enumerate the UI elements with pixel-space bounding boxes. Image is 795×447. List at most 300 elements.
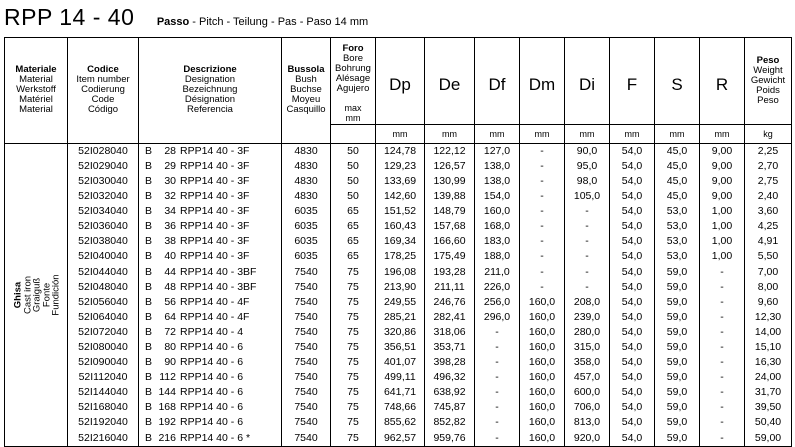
cell-bush: 7540	[282, 400, 331, 415]
cell-code: 52I064040	[68, 310, 139, 325]
cell-s: 59,0	[655, 355, 700, 370]
table-row	[5, 355, 792, 370]
cell-bush: 6035	[282, 234, 331, 249]
cell-dm: -	[520, 265, 565, 280]
cell-s: 53,0	[655, 249, 700, 264]
table-row	[5, 159, 792, 174]
table-row	[5, 204, 792, 219]
desc-ref: RPP14 40 - 3F	[180, 220, 250, 233]
cell-w: 4,91	[745, 234, 792, 249]
cell-s: 59,0	[655, 400, 700, 415]
cell-f: 54,0	[610, 385, 655, 400]
cell-dp: 356,51	[376, 340, 425, 355]
desc-teeth: 168	[158, 401, 176, 414]
cell-df: 138,0	[475, 159, 520, 174]
cell-r: -	[700, 280, 745, 295]
desc-prefix: B	[145, 280, 153, 293]
cell-dp: 196,08	[376, 265, 425, 280]
cell-dp: 499,11	[376, 370, 425, 385]
cell-dp: 124,78	[376, 143, 425, 159]
cell-r: -	[700, 310, 745, 325]
cell-description	[139, 431, 282, 447]
desc-teeth: 56	[164, 295, 176, 308]
cell-w: 5,50	[745, 249, 792, 264]
cell-code: 52I080040	[68, 340, 139, 355]
desc-teeth: 216	[158, 431, 176, 444]
desc-prefix: B	[145, 295, 153, 308]
header-f: F	[610, 38, 655, 125]
cell-df: 168,0	[475, 219, 520, 234]
cell-s: 59,0	[655, 415, 700, 430]
desc-teeth: 38	[164, 235, 176, 248]
desc-prefix: B	[145, 190, 153, 203]
cell-bush: 7540	[282, 385, 331, 400]
cell-f: 54,0	[610, 280, 655, 295]
desc-teeth: 29	[164, 159, 176, 172]
desc-teeth: 192	[158, 416, 176, 429]
cell-de: 318,06	[425, 325, 475, 340]
cell-f: 54,0	[610, 265, 655, 280]
desc-teeth: 40	[164, 250, 176, 263]
cell-de: 122,12	[425, 143, 475, 159]
cell-de: 852,82	[425, 415, 475, 430]
desc-teeth: 72	[164, 325, 176, 338]
cell-s: 59,0	[655, 280, 700, 295]
material-label-line: Fundición	[49, 274, 61, 316]
cell-bush: 4830	[282, 189, 331, 204]
cell-dm: 160,0	[520, 340, 565, 355]
desc-ref: RPP14 40 - 6	[180, 340, 244, 353]
cell-description	[139, 219, 282, 234]
desc-prefix: B	[145, 174, 153, 187]
cell-de: 959,76	[425, 431, 475, 447]
table-row	[5, 249, 792, 264]
cell-r: -	[700, 295, 745, 310]
cell-bush: 6035	[282, 219, 331, 234]
cell-bush: 7540	[282, 370, 331, 385]
cell-code: 52I216040	[68, 431, 139, 447]
cell-f: 54,0	[610, 204, 655, 219]
desc-teeth: 30	[164, 174, 176, 187]
cell-dp: 401,07	[376, 355, 425, 370]
desc-ref: RPP14 40 - 4F	[180, 310, 250, 323]
desc-ref: RPP14 40 - 4F	[180, 295, 250, 308]
desc-prefix: B	[145, 431, 153, 444]
header-s: S	[655, 38, 700, 125]
cell-r: 9,00	[700, 159, 745, 174]
cell-df: 154,0	[475, 189, 520, 204]
cell-dm: -	[520, 143, 565, 159]
cell-df: -	[475, 355, 520, 370]
cell-de: 398,28	[425, 355, 475, 370]
cell-w: 24,00	[745, 370, 792, 385]
cell-di: 813,0	[565, 415, 610, 430]
cell-s: 53,0	[655, 219, 700, 234]
header-weight: Peso Weight Gewicht Poids Peso	[745, 38, 792, 125]
cell-di: 600,0	[565, 385, 610, 400]
desc-ref: RPP14 40 - 3F	[180, 159, 250, 172]
cell-dp: 748,66	[376, 400, 425, 415]
desc-prefix: B	[145, 159, 153, 172]
cell-f: 54,0	[610, 310, 655, 325]
cell-description	[139, 143, 282, 159]
unit-dp: mm	[376, 124, 425, 143]
cell-dm: 160,0	[520, 385, 565, 400]
cell-dm: 160,0	[520, 400, 565, 415]
cell-dp: 285,21	[376, 310, 425, 325]
cell-de: 496,32	[425, 370, 475, 385]
unit-f: mm	[610, 124, 655, 143]
desc-ref: RPP14 40 - 3F	[180, 190, 250, 203]
cell-w: 16,30	[745, 355, 792, 370]
cell-s: 53,0	[655, 204, 700, 219]
desc-ref: RPP14 40 - 4	[180, 325, 244, 338]
cell-dp: 151,52	[376, 204, 425, 219]
cell-description	[139, 310, 282, 325]
cell-bore: 75	[331, 325, 376, 340]
cell-df: 256,0	[475, 295, 520, 310]
cell-description	[139, 355, 282, 370]
header-dp: Dp	[376, 38, 425, 125]
cell-w: 2,70	[745, 159, 792, 174]
cell-r: 9,00	[700, 189, 745, 204]
cell-s: 59,0	[655, 295, 700, 310]
cell-code: 52I030040	[68, 174, 139, 189]
table-row	[5, 385, 792, 400]
cell-w: 59,00	[745, 431, 792, 447]
cell-bush: 4830	[282, 159, 331, 174]
material-cell	[5, 143, 68, 446]
cell-bore: 65	[331, 234, 376, 249]
table-row	[5, 219, 792, 234]
desc-ref: RPP14 40 - 3F	[180, 174, 250, 187]
desc-teeth: 32	[164, 190, 176, 203]
table-body	[5, 143, 792, 446]
cell-di: 95,0	[565, 159, 610, 174]
cell-f: 54,0	[610, 325, 655, 340]
unit-weight: kg	[745, 124, 792, 143]
cell-f: 54,0	[610, 340, 655, 355]
cell-bush: 7540	[282, 265, 331, 280]
cell-bore: 65	[331, 219, 376, 234]
desc-ref: RPP14 40 - 6	[180, 371, 244, 384]
cell-s: 45,0	[655, 189, 700, 204]
cell-dm: -	[520, 219, 565, 234]
cell-bore: 50	[331, 189, 376, 204]
desc-prefix: B	[145, 386, 153, 399]
table-row	[5, 431, 792, 447]
desc-teeth: 64	[164, 310, 176, 323]
cell-w: 8,00	[745, 280, 792, 295]
cell-description	[139, 400, 282, 415]
cell-de: 130,99	[425, 174, 475, 189]
cell-df: 296,0	[475, 310, 520, 325]
cell-di: 457,0	[565, 370, 610, 385]
cell-w: 15,10	[745, 340, 792, 355]
header-description: Descrizione Designation Bezeichnung Désignation Referencia	[139, 38, 282, 144]
cell-code: 52I028040	[68, 143, 139, 159]
cell-dp: 213,90	[376, 280, 425, 295]
desc-prefix: B	[145, 310, 153, 323]
desc-prefix: B	[145, 401, 153, 414]
cell-code: 52I038040	[68, 234, 139, 249]
cell-di: -	[565, 234, 610, 249]
desc-ref: RPP14 40 - 3BF	[180, 280, 257, 293]
cell-di: -	[565, 204, 610, 219]
desc-prefix: B	[145, 144, 153, 157]
cell-df: -	[475, 431, 520, 447]
cell-bush: 7540	[282, 325, 331, 340]
desc-ref: RPP14 40 - 6	[180, 416, 244, 429]
desc-ref: RPP14 40 - 6 *	[180, 431, 251, 444]
cell-f: 54,0	[610, 174, 655, 189]
cell-r: 9,00	[700, 143, 745, 159]
desc-teeth: 90	[164, 356, 176, 369]
cell-dm: -	[520, 159, 565, 174]
desc-prefix: B	[145, 371, 153, 384]
cell-df: 138,0	[475, 174, 520, 189]
cell-w: 9,60	[745, 295, 792, 310]
table-row	[5, 234, 792, 249]
cell-de: 148,79	[425, 204, 475, 219]
cell-f: 54,0	[610, 295, 655, 310]
desc-prefix: B	[145, 205, 153, 218]
cell-code: 52I090040	[68, 355, 139, 370]
header-de: De	[425, 38, 475, 125]
cell-w: 3,60	[745, 204, 792, 219]
cell-df: -	[475, 325, 520, 340]
cell-bore: 75	[331, 355, 376, 370]
cell-bore: 50	[331, 143, 376, 159]
cell-description	[139, 265, 282, 280]
cell-f: 54,0	[610, 400, 655, 415]
material-label-line: Cast iron	[21, 275, 33, 314]
cell-r: -	[700, 265, 745, 280]
cell-dm: 160,0	[520, 355, 565, 370]
material-label-line: Ghisa	[11, 281, 23, 308]
cell-f: 54,0	[610, 415, 655, 430]
cell-r: -	[700, 415, 745, 430]
cell-f: 54,0	[610, 249, 655, 264]
cell-dm: 160,0	[520, 310, 565, 325]
cell-de: 211,11	[425, 280, 475, 295]
desc-ref: RPP14 40 - 3F	[180, 205, 250, 218]
unit-r: mm	[700, 124, 745, 143]
pitch-info	[157, 16, 368, 28]
cell-di: 706,0	[565, 400, 610, 415]
cell-bush: 6035	[282, 249, 331, 264]
cell-bush: 7540	[282, 280, 331, 295]
cell-s: 59,0	[655, 340, 700, 355]
cell-code: 52I029040	[68, 159, 139, 174]
cell-s: 45,0	[655, 159, 700, 174]
cell-s: 45,0	[655, 143, 700, 159]
desc-prefix: B	[145, 356, 153, 369]
cell-di: -	[565, 219, 610, 234]
cell-code: 52I034040	[68, 204, 139, 219]
cell-bush: 7540	[282, 355, 331, 370]
unit-df: mm	[475, 124, 520, 143]
cell-w: 50,40	[745, 415, 792, 430]
cell-di: 98,0	[565, 174, 610, 189]
cell-bush: 7540	[282, 310, 331, 325]
desc-prefix: B	[145, 340, 153, 353]
cell-w: 2,75	[745, 174, 792, 189]
cell-de: 638,92	[425, 385, 475, 400]
cell-description	[139, 385, 282, 400]
cell-r: -	[700, 340, 745, 355]
cell-s: 59,0	[655, 385, 700, 400]
cell-di: 315,0	[565, 340, 610, 355]
cell-w: 7,00	[745, 265, 792, 280]
cell-w: 2,25	[745, 143, 792, 159]
material-label	[13, 274, 61, 315]
cell-bush: 4830	[282, 174, 331, 189]
cell-s: 59,0	[655, 265, 700, 280]
cell-code: 52I112040	[68, 370, 139, 385]
cell-di: 280,0	[565, 325, 610, 340]
cell-df: 127,0	[475, 143, 520, 159]
cell-dp: 641,71	[376, 385, 425, 400]
table-row	[5, 340, 792, 355]
cell-df: -	[475, 415, 520, 430]
cell-f: 54,0	[610, 143, 655, 159]
cell-de: 166,60	[425, 234, 475, 249]
cell-code: 52I168040	[68, 400, 139, 415]
cell-bush: 4830	[282, 143, 331, 159]
cell-bore: 75	[331, 265, 376, 280]
cell-bore: 75	[331, 310, 376, 325]
cell-description	[139, 280, 282, 295]
desc-ref: RPP14 40 - 3F	[180, 235, 250, 248]
header-bore: Foro Bore Bohrung Alésage Agujero max mm	[331, 38, 376, 125]
cell-dm: 160,0	[520, 370, 565, 385]
cell-dm: 160,0	[520, 295, 565, 310]
cell-w: 39,50	[745, 400, 792, 415]
header-dm: Dm	[520, 38, 565, 125]
desc-ref: RPP14 40 - 6	[180, 386, 244, 399]
header-material: Materiale Material Werkstoff Matériel Material	[5, 38, 68, 144]
cell-dm: 160,0	[520, 431, 565, 447]
desc-prefix: B	[145, 416, 153, 429]
unit-dm: mm	[520, 124, 565, 143]
table-row	[5, 295, 792, 310]
desc-prefix: B	[145, 235, 153, 248]
cell-bush: 6035	[282, 204, 331, 219]
cell-r: 1,00	[700, 204, 745, 219]
cell-bore: 75	[331, 340, 376, 355]
unit-bore-cell	[331, 124, 376, 143]
desc-teeth: 80	[164, 340, 176, 353]
cell-code: 52I044040	[68, 265, 139, 280]
cell-description	[139, 295, 282, 310]
desc-prefix: B	[145, 325, 153, 338]
cell-description	[139, 189, 282, 204]
cell-dp: 169,34	[376, 234, 425, 249]
cell-de: 175,49	[425, 249, 475, 264]
cell-di: 105,0	[565, 189, 610, 204]
cell-r: -	[700, 355, 745, 370]
cell-dp: 129,23	[376, 159, 425, 174]
table-row	[5, 189, 792, 204]
cell-bush: 7540	[282, 340, 331, 355]
cell-w: 14,00	[745, 325, 792, 340]
table-row	[5, 280, 792, 295]
desc-teeth: 48	[164, 280, 176, 293]
desc-ref: RPP14 40 - 3BF	[180, 265, 257, 278]
cell-f: 54,0	[610, 355, 655, 370]
cell-bore: 50	[331, 159, 376, 174]
header-di: Di	[565, 38, 610, 125]
desc-teeth: 144	[158, 386, 176, 399]
table-row	[5, 415, 792, 430]
header-r: R	[700, 38, 745, 125]
pitch-text: - Pitch - Teilung - Pas - Paso 14 mm	[189, 16, 369, 28]
cell-dm: 160,0	[520, 325, 565, 340]
cell-r: -	[700, 370, 745, 385]
table-row	[5, 400, 792, 415]
table-row	[5, 265, 792, 280]
material-label-line: Graiguß	[30, 277, 42, 312]
desc-ref: RPP14 40 - 6	[180, 356, 244, 369]
cell-r: -	[700, 385, 745, 400]
spec-table	[4, 37, 792, 447]
cell-df: -	[475, 385, 520, 400]
cell-de: 353,71	[425, 340, 475, 355]
cell-f: 54,0	[610, 159, 655, 174]
cell-r: -	[700, 325, 745, 340]
cell-df: 188,0	[475, 249, 520, 264]
cell-df: -	[475, 370, 520, 385]
cell-code: 52I036040	[68, 219, 139, 234]
cell-dm: -	[520, 174, 565, 189]
cell-di: 90,0	[565, 143, 610, 159]
cell-de: 282,41	[425, 310, 475, 325]
cell-bore: 75	[331, 370, 376, 385]
cell-description	[139, 249, 282, 264]
cell-f: 54,0	[610, 431, 655, 447]
cell-bore: 75	[331, 431, 376, 447]
cell-code: 52I040040	[68, 249, 139, 264]
cell-bore: 65	[331, 249, 376, 264]
cell-f: 54,0	[610, 370, 655, 385]
cell-dp: 142,60	[376, 189, 425, 204]
desc-teeth: 36	[164, 220, 176, 233]
cell-df: 226,0	[475, 280, 520, 295]
cell-description	[139, 234, 282, 249]
unit-de: mm	[425, 124, 475, 143]
cell-df: -	[475, 340, 520, 355]
cell-dp: 320,86	[376, 325, 425, 340]
cell-bush: 7540	[282, 295, 331, 310]
pitch-label: Passo	[156, 16, 190, 28]
cell-s: 59,0	[655, 310, 700, 325]
cell-w: 4,25	[745, 219, 792, 234]
desc-prefix: B	[145, 250, 153, 263]
cell-f: 54,0	[610, 189, 655, 204]
desc-teeth: 34	[164, 205, 176, 218]
cell-description	[139, 204, 282, 219]
cell-s: 59,0	[655, 325, 700, 340]
cell-de: 193,28	[425, 265, 475, 280]
desc-ref: RPP14 40 - 6	[180, 401, 244, 414]
cell-r: 1,00	[700, 249, 745, 264]
cell-df: 211,0	[475, 265, 520, 280]
cell-di: -	[565, 249, 610, 264]
cell-bore: 75	[331, 415, 376, 430]
cell-bore: 50	[331, 174, 376, 189]
cell-dp: 855,62	[376, 415, 425, 430]
